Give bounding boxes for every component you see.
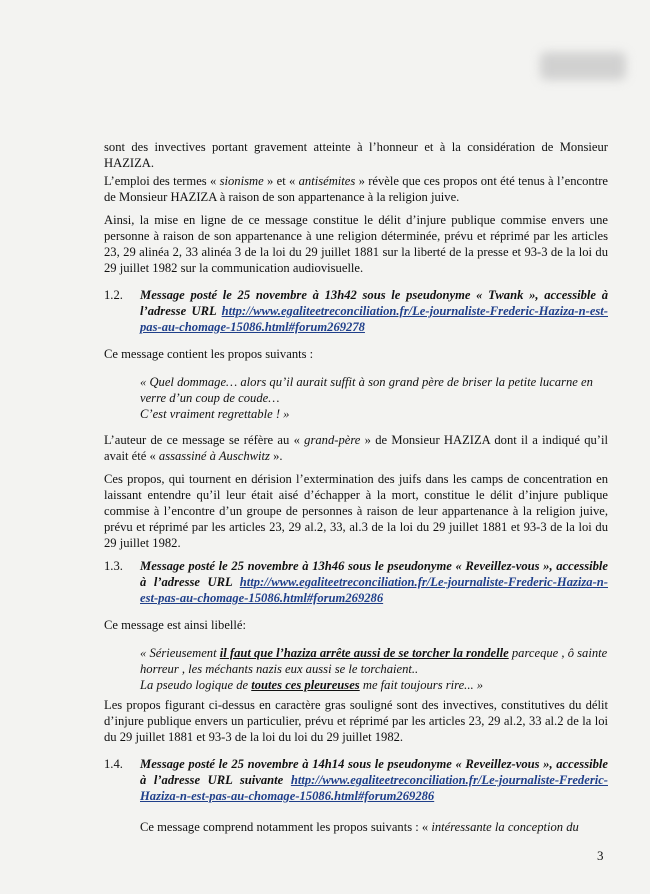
- section-number-1-4: 1.4.: [104, 757, 123, 771]
- section-number-1-3: 1.3.: [104, 559, 123, 573]
- paragraph-continuation: sont des invectives portant gravement atteinte à l’honneur et à la considération de Monsieur HAZIZA.: [104, 140, 608, 170]
- section-heading-1-4: Message posté le 25 novembre à 14h14 sous le pseudonyme « Reveillez-vous », accessible à l’adresse URL suivante http://www.egaliteetreconciliation.fr/Le-journaliste-Frederic-Haziza-n-est-pas-au-chomage-15086.html#forum269286: [140, 757, 608, 803]
- quote-1-2: « Quel dommage… alors qu’il aurait suffit à son grand père de briser la petite lucarne en verre d’un coup de coude… C’est vraiment regrettable ! »: [140, 375, 593, 421]
- page-number: 3: [597, 848, 604, 863]
- paragraph-1-4: Ce message comprend notamment les propos suivants : « intéressante la conception du: [140, 820, 579, 834]
- paragraph-grand-pere: L’auteur de ce message se réfère au « grand-père » de Monsieur HAZIZA dont il a indiqué qu’il avait été « assassiné à Auschwitz ».: [104, 433, 608, 463]
- quote-1-3: « Sérieusement il faut que l’haziza arrête aussi de se torcher la rondelle parceque , ô sainte horreur , les méchants nazis eux aussi se le torchaient.. La pseudo logique de toutes ces pleureuses me fait toujours rire... »: [140, 646, 608, 692]
- paragraph-delit-1: Ainsi, la mise en ligne de ce message constitue le délit d’injure publique commise envers une personne à raison de son appartenance à une religion déterminée, prévu et réprimé par les articles 23, 29 alinéa 2, 33 alinéa 3 de la loi du 29 juillet 1881 sur la liberté de la presse et 93-3 de la loi du 29 juillet 1982 sur la communication audiovisuelle.: [104, 213, 608, 275]
- section-heading-1-3: Message posté le 25 novembre à 13h46 sous le pseudonyme « Reveillez-vous », accessible à l’adresse URL http://www.egaliteetreconciliation.fr/Le-journaliste-Frederic-Haziza-n-est-pas-au-chomage-15086.html#forum269286: [140, 559, 608, 605]
- intro-1-3: Ce message est ainsi libellé:: [104, 618, 246, 632]
- paragraph-terms: L’emploi des termes « sionisme » et « antisémites » révèle que ces propos ont été tenus à l’encontre de Monsieur HAZIZA à raison de son appartenance à la religion juive.: [104, 174, 608, 204]
- url-link-1-2[interactable]: http://www.egaliteetreconciliation.fr/Le-journaliste-Frederic-Haziza-n-est-pas-au-chomage-15086.html#forum269278: [140, 304, 608, 334]
- url-link-1-3[interactable]: http://www.egaliteetreconciliation.fr/Le-journaliste-Frederic-Haziza-n-est-pas-au-chomage-15086.html#forum269286: [140, 575, 608, 605]
- paragraph-delit-3: Les propos figurant ci-dessus en caractère gras souligné sont des invectives, constitutives du délit d’injure publique envers un particulier, prévu et réprimé par les articles 23, 29 al.2, 33 al.2 de la loi du 29 juillet 1881 et 93-3 de la loi du loi du 29 juillet 1982.: [104, 698, 608, 744]
- section-heading-1-2: Message posté le 25 novembre à 13h42 sous le pseudonyme « Twank », accessible à l’adresse URL http://www.egaliteetreconciliation.fr/Le-journaliste-Frederic-Haziza-n-est-pas-au-chomage-15086.html#forum269278: [140, 288, 608, 334]
- intro-1-2: Ce message contient les propos suivants :: [104, 347, 314, 361]
- url-link-1-4[interactable]: http://www.egaliteetreconciliation.fr/Le-journaliste-Frederic-Haziza-n-est-pas-au-chomage-15086.html#forum269286: [140, 773, 608, 803]
- section-number-1-2: 1.2.: [104, 288, 123, 302]
- paragraph-delit-2: Ces propos, qui tournent en dérision l’extermination des juifs dans les camps de concentration en laissant entendre qu’il leur était aisé d’échapper à la mort, constitue le délit d’injure publique commise à l’encontre d’un groupe de personnes à raison de leur appartenance à la religion juive, prévu et réprimé par les articles 23, 29 al.2, 33, al.3 de la loi du 29 juillet 1881 et 93-3 de la loi du 29 juillet 1982.: [104, 472, 608, 550]
- redacted-stamp: [540, 52, 626, 80]
